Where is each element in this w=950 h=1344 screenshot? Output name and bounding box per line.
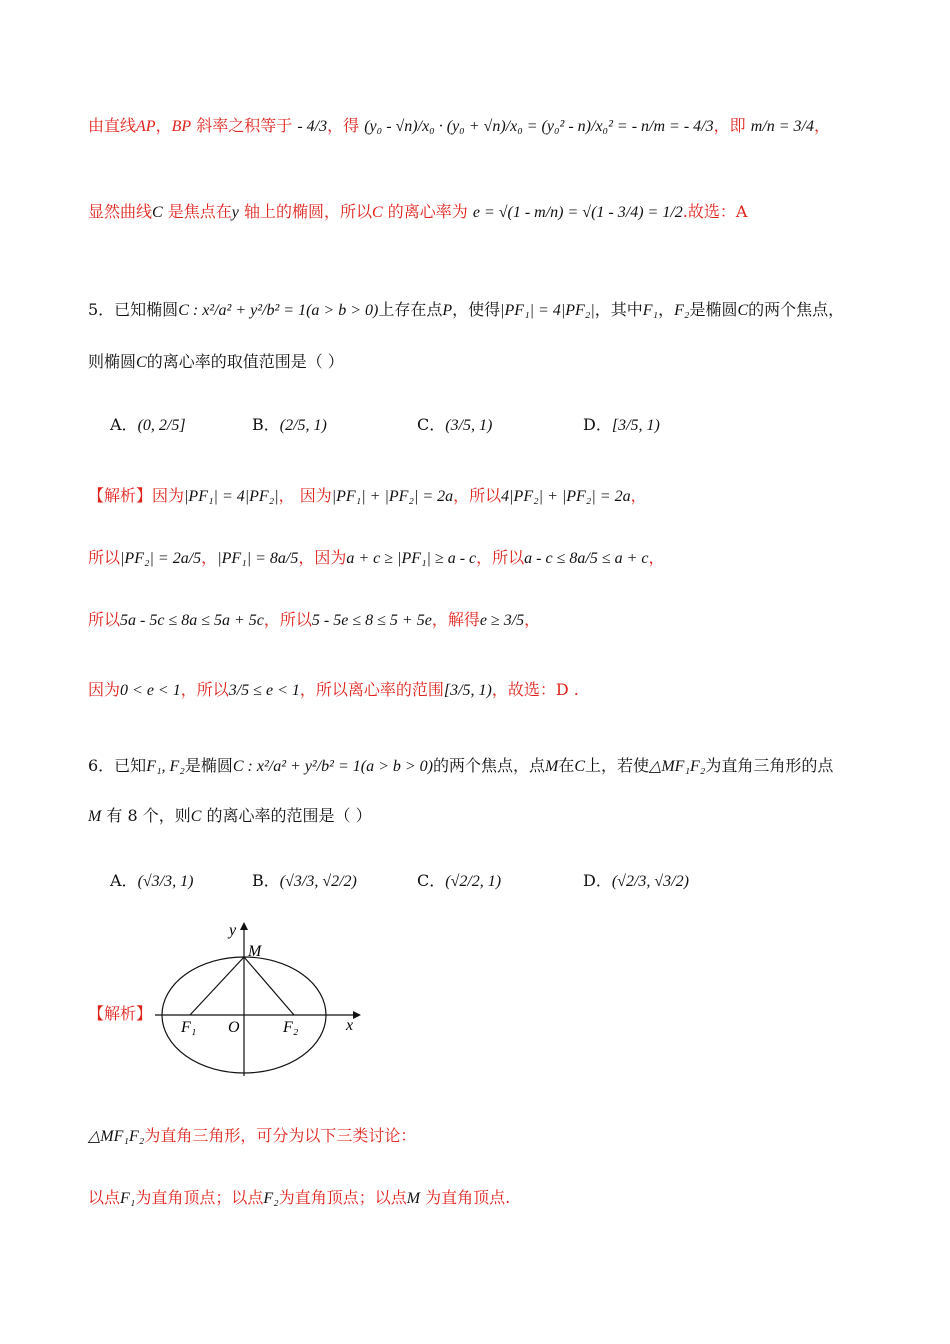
math: |PF₁| = 8a/5 xyxy=(217,550,299,567)
q5-number: 5．已知椭圆 xyxy=(88,300,179,319)
q5-solution-line-1 xyxy=(88,488,647,505)
option-label: A． xyxy=(110,415,138,434)
q6-option-c[interactable] xyxy=(417,868,501,891)
text: 的两个焦点， xyxy=(748,300,845,319)
math-ap: AP xyxy=(136,118,156,135)
math: |PF₂| = 2a/5 xyxy=(120,550,202,567)
math-f1: F₁ xyxy=(120,1190,136,1207)
text: 所以 xyxy=(88,548,121,567)
text: 为直角顶点；以点 xyxy=(135,1188,264,1207)
q6-solution-tag xyxy=(88,1006,152,1022)
text: ， xyxy=(813,116,830,135)
label-m: M xyxy=(248,943,262,960)
option-value: (√3/3, √2/2) xyxy=(279,873,357,890)
text: 为直角三角形的点 xyxy=(705,756,834,775)
q6-solution-line-1 xyxy=(88,1128,416,1145)
math-ellipse: C : x²/a² + y²/b² = 1(a > b > 0) xyxy=(232,758,433,775)
math: [3/5, 1) xyxy=(443,682,492,699)
option-label: D． xyxy=(583,415,612,434)
text: ，使得 xyxy=(452,300,501,319)
option-value: (2/5, 1) xyxy=(279,417,327,434)
math-f2: F₂ xyxy=(674,302,690,319)
text: 所以 xyxy=(88,610,121,629)
segment-mf1 xyxy=(190,957,244,1015)
option-value: (0, 2/5] xyxy=(137,417,186,434)
label-x: x xyxy=(346,1017,354,1034)
math-m: M xyxy=(406,1190,421,1207)
text: ，其中 xyxy=(594,300,643,319)
option-label: B． xyxy=(252,415,280,434)
q6-option-a[interactable] xyxy=(110,868,193,891)
math: 3/5 ≤ e < 1 xyxy=(228,682,300,699)
math: |PF₁| = 4|PF₂| xyxy=(184,488,279,505)
label-o: O xyxy=(228,1019,240,1036)
text: 的两个焦点，点 xyxy=(433,756,546,775)
ellipse-diagram xyxy=(155,918,365,1080)
option-value: (√2/2, 1) xyxy=(445,873,502,890)
math-c: C xyxy=(737,302,749,319)
option-value: (3/5, 1) xyxy=(445,417,493,434)
text: ，所以 xyxy=(453,486,502,505)
math-y: y xyxy=(231,204,239,221)
text: ，所以 xyxy=(476,548,525,567)
text: ，因为 xyxy=(298,548,347,567)
text: 有 8 个，则 xyxy=(101,806,191,825)
math-c: C xyxy=(190,808,202,825)
q6-stem-line-1 xyxy=(88,758,833,775)
option-value: (√2/3, √3/2) xyxy=(611,873,689,890)
text: 的离心率的取值范围是（ ） xyxy=(146,352,344,371)
solution-tag: 【解析】 xyxy=(88,1004,153,1023)
q5-stem-line-2 xyxy=(88,354,344,371)
math-f2: F₂ xyxy=(263,1190,279,1207)
q5-option-d[interactable] xyxy=(583,412,660,435)
math-triangle: △MF₁F₂ xyxy=(649,758,706,775)
math: a - c ≤ 8a/5 ≤ a + c xyxy=(524,550,649,567)
q6-stem-line-2 xyxy=(88,808,372,825)
text: ，所以 xyxy=(180,680,229,699)
text: 为直角顶点. xyxy=(420,1188,511,1207)
text: 上存在点 xyxy=(378,300,443,319)
option-label: A． xyxy=(110,871,138,890)
option-label: C． xyxy=(417,871,446,890)
solution-tag: 【解析】 xyxy=(88,486,153,505)
text: ， xyxy=(630,486,647,505)
text: 轴上的椭圆，所以 xyxy=(238,202,372,221)
math-bp: BP xyxy=(171,118,192,135)
math-neg-four-thirds: - 4/3 xyxy=(297,118,328,135)
math-eccentricity: e = √(1 - m/n) = √(1 - 3/4) = 1/2 xyxy=(472,204,683,221)
text: 显然曲线 xyxy=(88,202,153,221)
text: 因为 xyxy=(152,486,185,505)
text: 在 xyxy=(558,756,575,775)
text: ， xyxy=(201,548,218,567)
math-p: P xyxy=(442,302,453,319)
text: ，得 xyxy=(327,116,360,135)
math-slope-product: (y₀ - √n)/x₀ · (y₀ + √n)/x₀ = (y₀² - n)/x₀² = - n/m = - 4/3 xyxy=(364,118,714,135)
math: 5a - 5c ≤ 8a ≤ 5a + 5c xyxy=(120,612,264,629)
text: 是椭圆 xyxy=(184,756,233,775)
math: a + c ≥ |PF₁| ≥ a - c xyxy=(346,550,477,567)
text: 是椭圆 xyxy=(689,300,738,319)
q6-solution-line-2 xyxy=(88,1190,510,1207)
text: 上，若使 xyxy=(585,756,650,775)
math-ellipse: C : x²/a² + y²/b² = 1(a > b > 0) xyxy=(178,302,379,319)
option-label: C． xyxy=(417,415,446,434)
q5-solution-line-2 xyxy=(88,550,665,567)
q6-number: 6．已知 xyxy=(88,756,147,775)
math-m: M xyxy=(545,758,559,775)
text: ，所以 xyxy=(263,610,312,629)
math-c: C xyxy=(136,354,147,371)
option-label: D． xyxy=(583,871,612,890)
label-f1: F₁ xyxy=(181,1019,197,1036)
math: 5 - 5e ≤ 8 ≤ 5 + 5e xyxy=(311,612,432,629)
math-c: C xyxy=(152,204,163,221)
math: e ≥ 3/5 xyxy=(479,612,525,629)
math-f1: F₁ xyxy=(642,302,659,319)
text: 由直线 xyxy=(88,116,137,135)
continuation-line-1 xyxy=(88,118,830,135)
math-condition: |PF₁| = 4|PF₂| xyxy=(500,302,595,319)
q6-option-b[interactable] xyxy=(252,868,357,891)
math-foci: F₁, F₂ xyxy=(146,758,185,775)
text: .故选：A xyxy=(682,202,748,221)
q6-option-d[interactable] xyxy=(583,868,689,891)
y-axis-arrow xyxy=(240,922,248,930)
text: 则椭圆 xyxy=(88,352,137,371)
label-y: y xyxy=(229,922,237,939)
q5-solution-line-3 xyxy=(88,612,540,629)
x-axis-arrow xyxy=(353,1011,361,1019)
text: ，故选：D . xyxy=(491,680,579,699)
math: 0 < e < 1 xyxy=(120,682,181,699)
math: |PF₁| + |PF₂| = 2a xyxy=(331,488,454,505)
text: ， xyxy=(155,116,172,135)
option-label: B． xyxy=(252,871,280,890)
text: ， xyxy=(658,300,675,319)
label-f2: F₂ xyxy=(283,1019,299,1036)
math-m: M xyxy=(88,808,102,825)
continuation-line-2 xyxy=(88,204,747,221)
text: 以点 xyxy=(88,1188,121,1207)
text: ， xyxy=(648,548,665,567)
text: 为直角顶点；以点 xyxy=(278,1188,407,1207)
math-c: C xyxy=(574,758,586,775)
math: 4|PF₂| + |PF₂| = 2a xyxy=(501,488,631,505)
text: 的离心率的范围是（ ） xyxy=(201,806,372,825)
text: ，所以离心率的范围 xyxy=(299,680,444,699)
q5-option-a[interactable] xyxy=(110,412,186,435)
option-value: [3/5, 1) xyxy=(611,417,660,434)
text: ，即 xyxy=(713,116,746,135)
text: 因为 xyxy=(88,680,121,699)
text: 为直角三角形，可分为以下三类讨论： xyxy=(144,1126,417,1145)
text: ， xyxy=(524,610,541,629)
math-c: C xyxy=(371,204,383,221)
math-triangle: △MF₁F₂ xyxy=(88,1128,145,1145)
text: 是焦点在 xyxy=(162,202,232,221)
q5-solution-line-4 xyxy=(88,682,579,699)
q5-stem-line-1 xyxy=(88,302,844,319)
text: ，解得 xyxy=(431,610,480,629)
q5-option-b[interactable] xyxy=(252,412,327,435)
text: 斜率之积等于 xyxy=(191,116,293,135)
text: ， 因为 xyxy=(278,486,332,505)
math-m-over-n: m/n = 3/4 xyxy=(750,118,814,135)
text: 的离心率为 xyxy=(382,202,468,221)
option-value: (√3/3, 1) xyxy=(137,873,194,890)
q5-option-c[interactable] xyxy=(417,412,492,435)
